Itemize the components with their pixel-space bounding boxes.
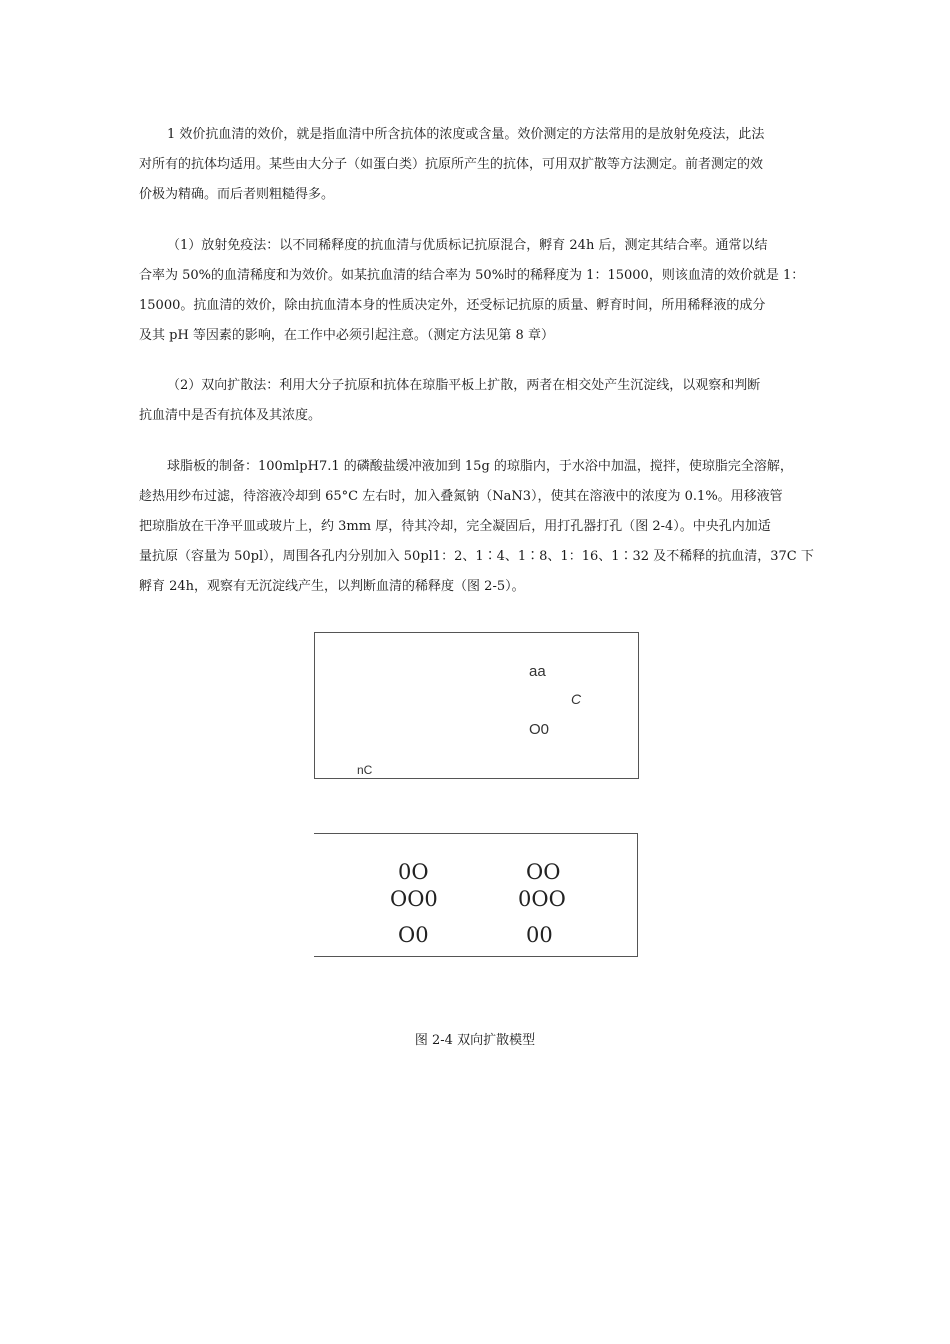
paragraph-double-diffusion [139, 371, 845, 431]
well-group-left-1: 0O [398, 860, 429, 884]
well-group-right-3: 00 [526, 923, 553, 947]
text-line: 趁热用纱布过滤，待溶液冷却到 65°C 左右时，加入叠氮钠（NaN3），使其在溶液中的浓度为 0.1%。用移液管 [139, 489, 783, 504]
figure-diffusion-box-top [314, 632, 639, 779]
text-line: 孵育 24h，观察有无沉淀线产生，以判断血清的稀释度（图 2-5）。 [139, 579, 525, 594]
text-line: 抗血清中是否有抗体及其浓度。 [139, 408, 322, 423]
well-group-right-2: 0OO [518, 887, 566, 911]
text-line: 把琼脂放在干净平皿或玻片上，约 3mm 厚，待其冷却，完全凝固后，用打孔器打孔（图 2-4）。中央孔内加适 [139, 519, 771, 534]
figure-label-aa: aa [529, 663, 546, 680]
text-line: 1 效价抗血清的效价，就是指血清中所含抗体的浓度或含量。效价测定的方法常用的是放射免疫法，此法 [167, 127, 765, 142]
paragraph-agar-plate-prep [139, 452, 845, 602]
text-line: 对所有的抗体均适用。某些由大分子（如蛋白类）抗原所产生的抗体，可用双扩散等方法测定。前者测定的效 [139, 157, 764, 172]
text-line: 量抗原（容量为 50pl），周围各孔内分别加入 50pl1：2、1∶4、1∶8、1：16、1∶32 及不稀释的抗血清，37C 下 [139, 549, 814, 564]
text-line: 球脂板的制备：100mlpH7.1 的磷酸盐缓冲液加到 15g 的琼脂内，于水浴中加温，搅拌，使琼脂完全溶解， [167, 459, 793, 474]
text-line: （2）双向扩散法：利用大分子抗原和抗体在琼脂平板上扩散，两者在相交处产生沉淀线，以观察和判断 [167, 378, 761, 393]
paragraph-titer-intro [139, 120, 845, 210]
figure-label-nc: nC [357, 763, 373, 777]
figure-diffusion-box-wells [314, 833, 638, 957]
text-line: 合率为 50%的血清稀度和为效价。如某抗血清的结合率为 50%时的稀释度为 1：15000，则该血清的效价就是 1： [139, 268, 805, 283]
well-group-right-1: OO [526, 860, 561, 884]
text-line: 15000。抗血清的效价，除由抗血清本身的性质决定外，还受标记抗原的质量、孵育时间，所用稀释液的成分 [139, 298, 766, 313]
box-top-border [314, 833, 637, 834]
figure-label-o0: O0 [529, 721, 550, 738]
figure-caption: 图 2-4 双向扩散模型 [414, 1033, 536, 1048]
well-group-left-2: OO0 [390, 887, 438, 911]
figure-label-c: C [571, 691, 582, 707]
paragraph-radioimmunoassay [139, 231, 845, 351]
text-line: 价极为精确。而后者则粗糙得多。 [139, 187, 335, 202]
text-line: （1）放射免疫法：以不同稀释度的抗血清与优质标记抗原混合，孵育 24h 后，测定其结合率。通常以结 [167, 238, 768, 253]
text-line: 及其 pH 等因素的影响，在工作中必须引起注意。（测定方法见第 8 章） [139, 328, 554, 343]
well-group-left-3: O0 [398, 923, 429, 947]
